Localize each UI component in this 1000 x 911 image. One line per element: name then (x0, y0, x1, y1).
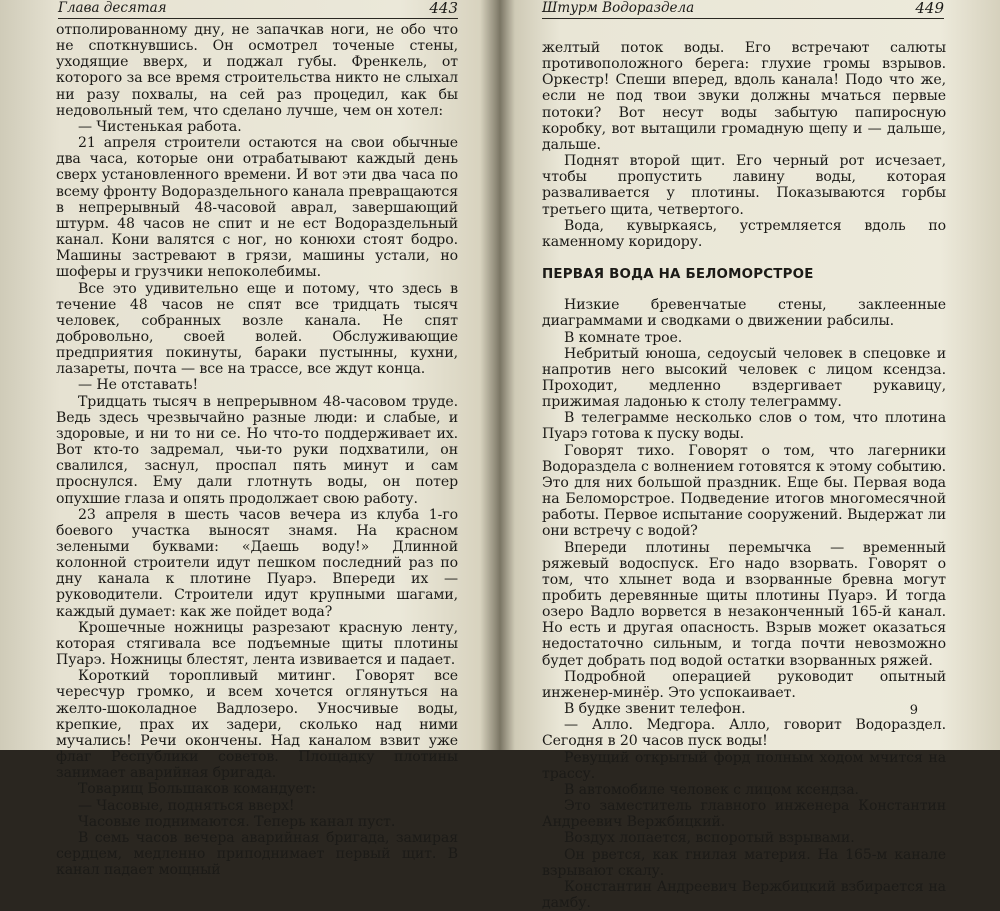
paragraph: Тридцать тысяч в непрерывном 48-часовом труде. Ведь здесь чрезвычайно разные люди: и слабые, и здоровые, и ни то ни се. Но что-то поддерживает их. Вот кто-то задремал, чьи-то руки подхватили, он свалился, заснул, проспал пять минут и сам проснулся. Ему дали глотнуть воды, он потер опухшие глаза и опять продолжает свою работу. (56, 393, 458, 507)
paragraph: Ревущий открытый форд полным ходом мчится на трассу. (542, 749, 946, 782)
paragraph: Воздух лопается, вспоротый взрывами. (564, 830, 855, 847)
paragraph: желтый поток воды. Его встречают салюты противоположного берега: глухие громы взрывов. Оркестр! Спеши вперед, вдоль канала! Подо что же, если не под твои звуки должны мчаться первые потоки? Вот несут воды забытую папиросную коробку, вот вытащили громадную щепу и — дальше, дальше. (542, 40, 946, 153)
right-page-number: 449 (915, 0, 944, 17)
paragraph: В комнате трое. (564, 329, 683, 346)
paragraph: — Чистенькая работа. (78, 118, 242, 135)
paragraph: 21 апреля строители остаются на свои обычные два часа, которые они отрабатывают каждый день сверх установленного времени. И вот эти два часа по всему фронту Водораздельного канала превращаются в непрерывный 48-часовой аврал, завершающий штурм. 48 часов не спит и не ест Водораздельный канал. Кони валятся с ног, но конюхи стоят бодро. Машины застревают в грязи, машины устали, но шоферы и грузчики непоколебимы. (56, 135, 458, 281)
paragraph: Подробной операцией руководит опытный инженер-минёр. Это успокаивает. (542, 668, 946, 701)
paragraph: Небритый юноша, седоусый человек в спецовке и напротив него высокий человек с лицом ксендза. Проходит, медленно вздергивает рукавицу, прижимая ладонью к столу телеграмму. (542, 345, 946, 411)
paragraph: Все это удивительно еще и потому, что здесь в течение 48 часов не спят все тридцать тысяч человек, собранных возле канала. Не спят добровольно, своей волей. Обслуживающие предприятия покинуты, бараки пустынны, кухни, лазареты, почта — все на трассе, все ждут конца. (56, 280, 458, 378)
paragraph: В автомобиле человек с лицом ксендза. (564, 781, 859, 798)
paragraph: — Часовые, подняться вверх! (78, 797, 295, 814)
paragraph: В будке звенит телефон. (564, 701, 746, 718)
paragraph: Константин Андреевич Вержбицкий взбирается на дамбу. (542, 878, 946, 911)
right-running-header (542, 0, 944, 19)
left-header-title: Глава десятая (58, 0, 167, 16)
paragraph: — Не отставать! (78, 377, 199, 394)
paragraph: Это заместитель главного инженера Константин Андреевич Вержбицкий. (542, 798, 946, 831)
paragraph: Часовые поднимаются. Теперь канал пуст. (78, 813, 396, 830)
paragraph: Крошечные ножницы разрезают красную ленту, которая стягивала все подъемные щиты плотины Пуарэ. Ножницы блестят, лента извивается и падает. (56, 619, 458, 669)
paragraph: Вода, кувыркаясь, устремляется вдоль по каменному коридору. (542, 217, 946, 250)
paragraph: Короткий торопливый митинг. Говорят все чересчур громко, и всем хочется оглянуться на желто-шоколадное Вадлозеро. Уносчивые воды, крепкие, прах их задери, сколько над ними мучались! Речи окончены. Над каналом взвит уже флаг Республики советов. Площадку плотины занимает аварийная бригада. (56, 668, 458, 782)
paragraph: В телеграмме несколько слов о том, что плотина Пуарэ готова к пуску воды. (542, 410, 946, 443)
paragraph: 23 апреля в шесть часов вечера из клуба 1-го боевого участка выносят знамя. На красном зелеными буквами: «Даешь воду!» Длинной колонной строители идут пешком последний раз по дну канала к плотине Пуарэ. Впереди их — руководители. Строители идут крупными шагами, каждый думает: как же пойдет вода? (56, 506, 458, 620)
left-page-number: 443 (429, 0, 458, 17)
left-running-header (58, 0, 458, 19)
right-body-text (542, 40, 946, 911)
section-heading: ПЕРВАЯ ВОДА НА БЕЛОМОРСТРОЕ (542, 267, 814, 283)
right-header-title: Штурм Водораздела (542, 0, 695, 16)
right-page (504, 0, 1000, 911)
paragraph: Говорят тихо. Говорят о том, что лагерники Водораздела с волнением готовятся к этому событию. Это для них большой праздник. Еще бы. Первая вода на Беломорстрое. Подведение итогов многомесячной работы. Первое испытание сооружений. Выдержат ли они встречу с водой? (542, 442, 946, 540)
paragraph: Товарищ Большаков командует: (78, 781, 317, 798)
paragraph: — Алло. Медгора. Алло, говорит Водораздел. Сегодня в 20 часов пуск воды! (542, 717, 946, 750)
paragraph: Низкие бревенчатые стены, заклеенные диаграммами и сводками о движении рабсилы. (542, 297, 946, 330)
left-body-text (56, 22, 458, 878)
paragraph: В семь часов вечера аварийная бригада, замирая сердцем, медленно приподнимает первый щит. В канал падает мощный (56, 829, 458, 879)
left-page (0, 0, 496, 879)
paragraph: Поднят второй щит. Его черный рот исчезает, чтобы пропустить лавину воды, которая разваливается у плотины. Показываются горбы третьего щита, четвертого. (542, 153, 946, 218)
paragraph: Он рвется, как гнилая материя. На 165-м канале взрывают скалу. (542, 846, 946, 879)
paragraph: отполированному дну, не запачкав ноги, не обо что не споткнувшись. Он осмотрел точеные стены, уходящие вверх, и поджал губы. Френкель, от которого за все время строительства никто не слыхал ни разу похвалы, на сей раз процедил, как бы недовольный тем, что сделано лучше, чем он хотел: (56, 22, 458, 119)
footer-page-number: 9 (909, 703, 918, 718)
paragraph: Впереди плотины перемычка — временный ряжевый водоспуск. Его надо взорвать. Говорят о том, что хлынет вода и взорванные бревна могут пробить деревянные щиты плотины Пуарэ. И тогда озеро Вадло ворвется в незаконченный 165-й канал. Но есть и другая опасность. Взрыв может оказаться недостаточно сильным, и тогда почти невозможно будет добрать под водой остатки взорванных ряжей. (542, 539, 946, 669)
